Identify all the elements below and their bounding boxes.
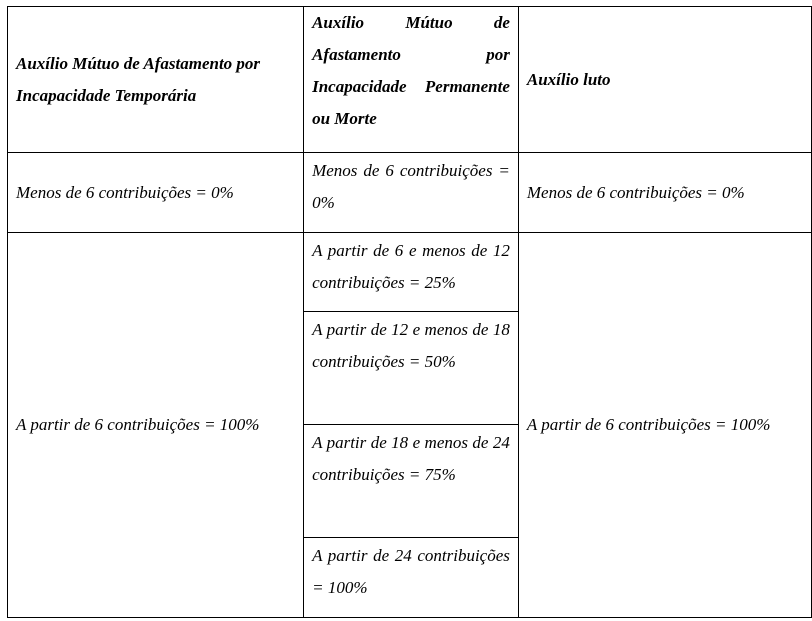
cell-temporary-full: A partir de 6 contribuições = 100% [8,233,304,618]
header-row [8,7,812,153]
cell-permanent-tier-50: A partir de 12 e menos de 18 contribuições = 50% [304,312,519,425]
cell-permanent-tier-25: A partir de 6 e menos de 12 contribuições = 25% [304,233,519,312]
cell-permanent-tier-75: A partir de 18 e menos de 24 contribuições = 75% [304,425,519,538]
cell-temporary-min: Menos de 6 contribuições = 0% [8,153,304,233]
cell-mourning-full: A partir de 6 contribuições = 100% [518,233,811,618]
row-less-than-6 [8,153,812,233]
header-permanent-incapacity-or-death: Auxílio Mútuo de Afastamento por Incapacidade Permanente ou Morte [304,7,519,153]
cell-permanent-min: Menos de 6 contribuições = 0% [304,153,519,233]
header-temporary-incapacity: Auxílio Mútuo de Afastamento por Incapacidade Temporária [8,7,304,153]
benefits-table [7,6,812,618]
row-tier-1 [8,233,812,312]
cell-permanent-tier-100: A partir de 24 contribuições = 100% [304,538,519,618]
cell-mourning-min: Menos de 6 contribuições = 0% [518,153,811,233]
header-mourning-aid: Auxílio luto [518,7,811,153]
